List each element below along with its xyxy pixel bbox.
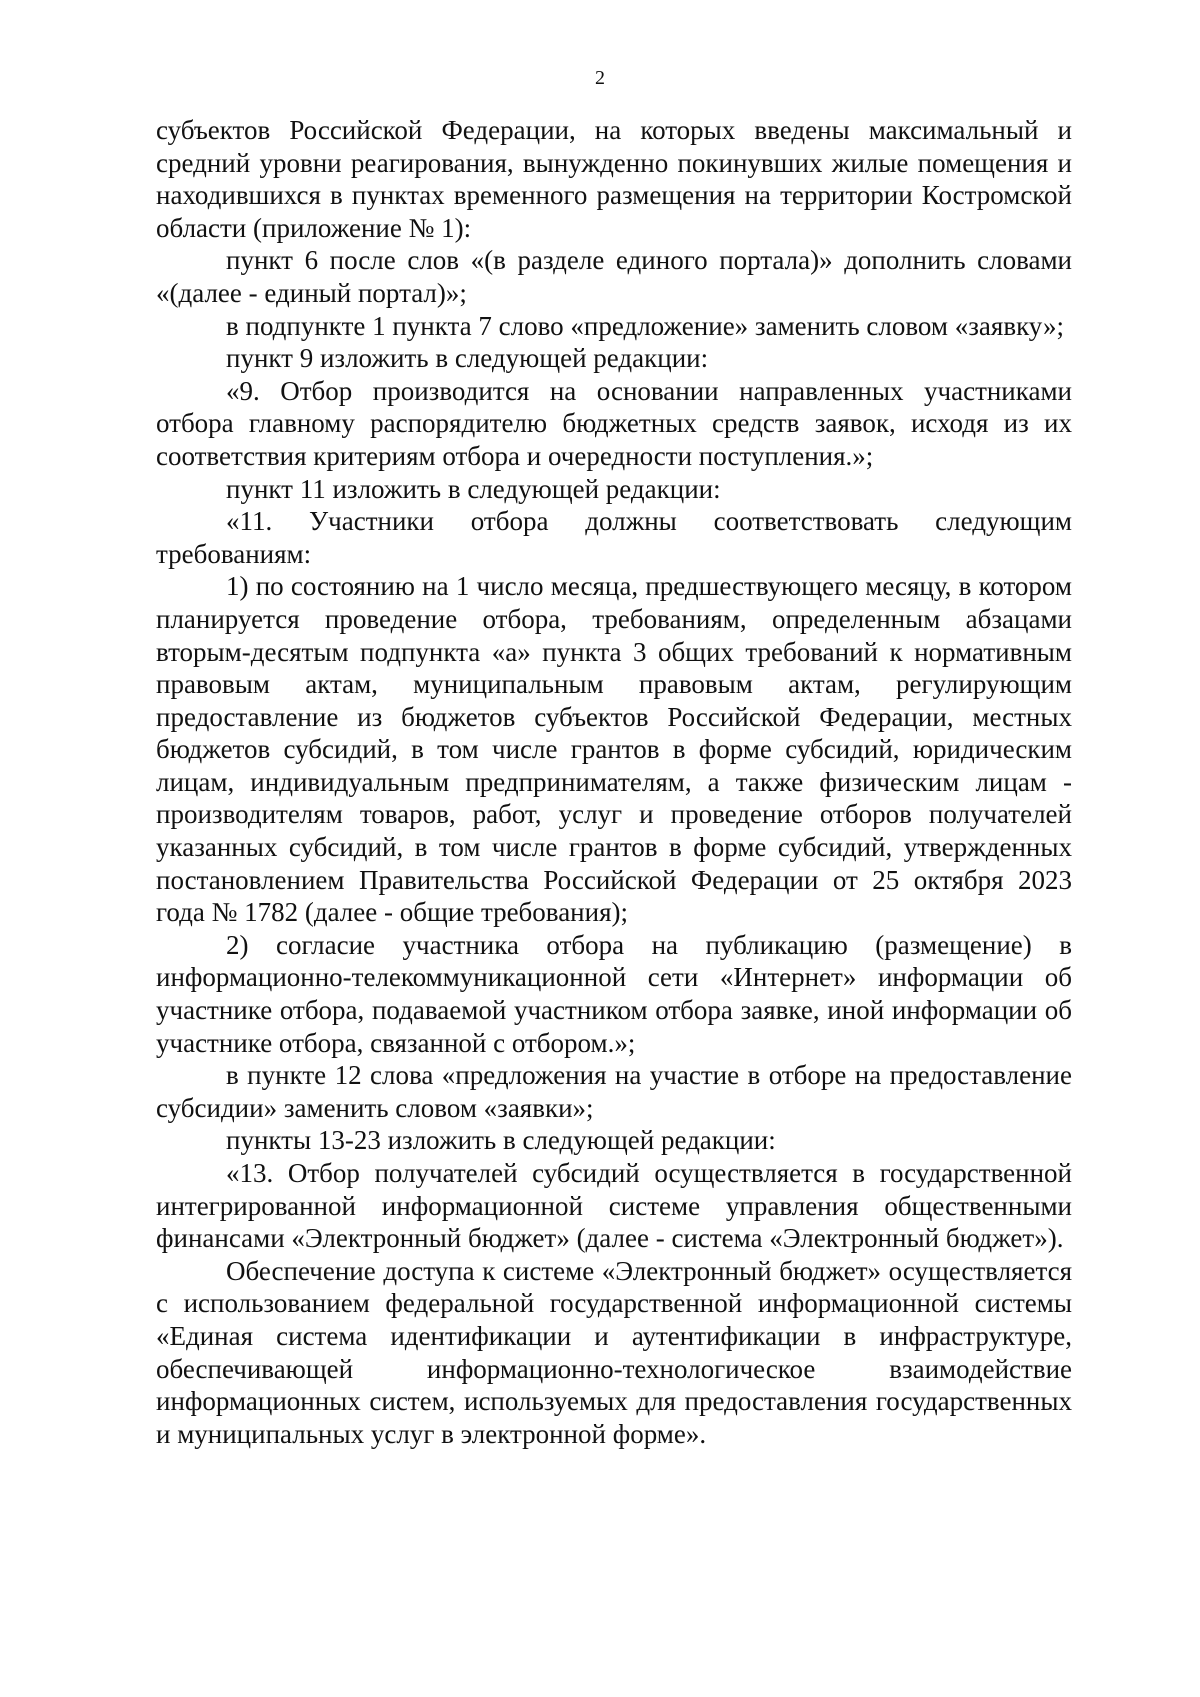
paragraph: Обеспечение доступа к системе «Электронный бюджет» осуществляется с использованием федеральной государственной информационной системы «Единая система идентификации и аутентификации в инфраструктуре, обеспечивающей информационно-технологическое взаимодействие информационных систем, используемых для предоставления государственных и муниципальных услуг в электронной форме». — [156, 1255, 1072, 1449]
paragraph: 1) по состоянию на 1 число месяца, предшествующего месяцу, в котором планируется проведение отбора, требованиям, определенным абзацами вторым-десятым подпункта «а» пункта 3 общих требований к нормативным правовым актам, муниципальным правовым актам, регулирующим предоставление из бюджетов субъектов Российской Федерации, местных бюджетов субсидий, в том числе грантов в форме субсидий, юридическим лицам, индивидуальным предпринимателям, а также физическим лицам - производителям товаров, работ, услуг и проведение отборов получателей указанных субсидий, в том числе грантов в форме субсидий, утвержденных постановлением Правительства Российской Федерации от 25 октября 2023 года № 1782 (далее - общие требования); — [156, 571, 1072, 928]
paragraph: в подпункте 1 пункта 7 слово «предложение» заменить словом «заявку»; — [226, 310, 1064, 341]
page-number: 2 — [595, 67, 605, 89]
paragraph: «13. Отбор получателей субсидий осуществляется в государственной интегрированной информационной системе управления общественными финансами «Электронный бюджет» (далее - система «Электронный бюджет»). — [156, 1158, 1072, 1254]
paragraph: в пункте 12 слова «предложения на участие в отборе на предоставление субсидии» заменить словом «заявки»; — [156, 1060, 1072, 1123]
paragraph: «9. Отбор производится на основании направленных участниками отбора главному распорядителю бюджетных средств заявок, исходя из их соответствия критериям отбора и очередности поступления.»; — [156, 375, 1072, 471]
paragraph: пункты 13-23 изложить в следующей редакции: — [226, 1125, 776, 1156]
paragraph: пункт 11 изложить в следующей редакции: — [226, 473, 721, 504]
paragraph: пункт 9 изложить в следующей редакции: — [226, 343, 709, 374]
paragraph: пункт 6 после слов «(в разделе единого портала)» дополнить словами «(далее - единый портал)»; — [156, 245, 1072, 308]
paragraph: 2) согласие участника отбора на публикацию (размещение) в информационно-телекоммуникационной сети «Интернет» информации об участнике отбора, подаваемой участником отбора заявке, иной информации об участнике отбора, связанной с отбором.»; — [156, 929, 1072, 1058]
paragraph-continuation: субъектов Российской Федерации, на которых введены максимальный и средний уровни реагирования, вынужденно покинувших жилые помещения и находившихся в пунктах временного размещения на территории Костромской области (приложение № 1): — [156, 115, 1072, 243]
paragraph: «11. Участники отбора должны соответствовать следующим требованиям: — [156, 506, 1072, 569]
document-body — [156, 114, 1072, 1450]
